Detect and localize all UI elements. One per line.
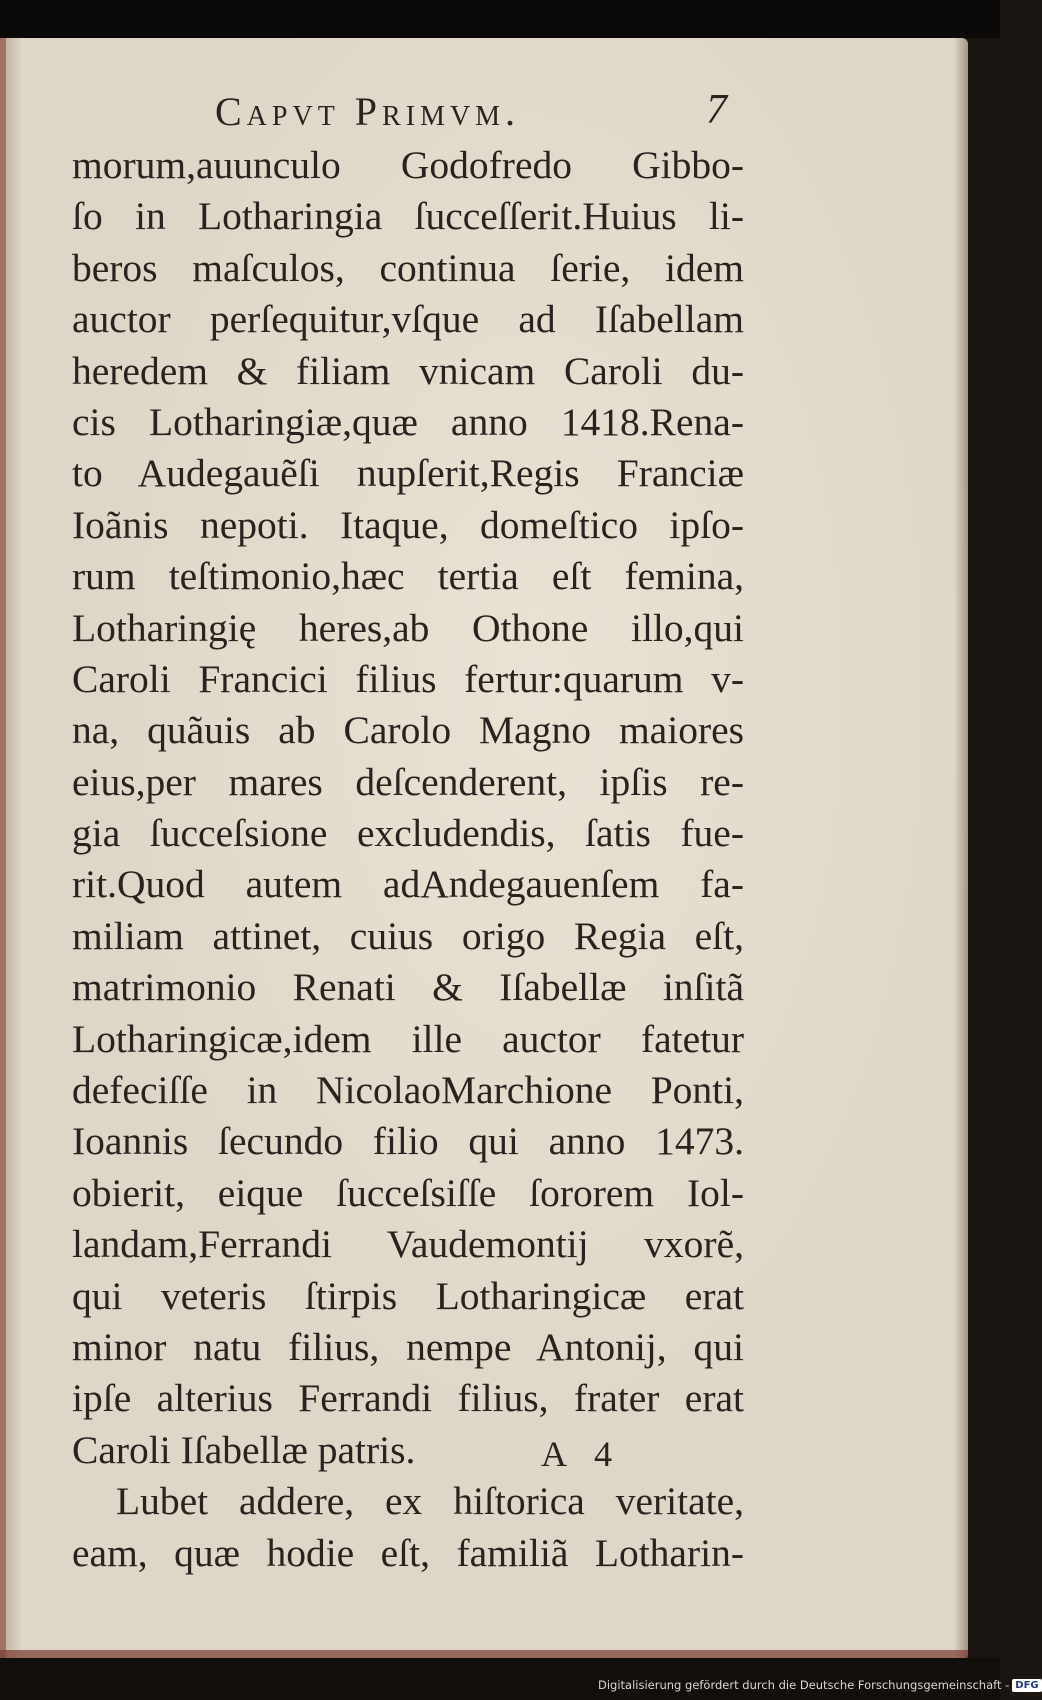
text-line: obierit, eique ſucceſsiſſe ſororem Iol- — [72, 1170, 744, 1215]
text-line: Lotharingicæ,idem ille auctor fatetur — [72, 1016, 744, 1061]
text-line: matrimonio Renati & Iſabellæ inſitã — [72, 965, 744, 1010]
text-line: ſo in Lotharingia ſucceſſerit.Huius li- — [72, 194, 744, 239]
text-line: miliam attinet, cuius origo Regia eſt, — [72, 913, 744, 958]
dfg-logo: DFG — [1012, 1679, 1041, 1692]
text-line: morum,auunculo Godofredo Gibbo- — [72, 143, 744, 187]
text-line: na, quãuis ab Carolo Magno maiores — [72, 708, 744, 753]
text-line: Lotharingię heres,ab Othone illo,qui — [72, 605, 744, 650]
text-line: Ioãnis nepoti. Itaque, domeſtico ipſo- — [72, 502, 744, 547]
digitization-footer — [598, 1676, 1042, 1694]
scan-top-border — [0, 0, 1000, 38]
text-line: auctor perſequitur,vſque ad Iſabellam — [72, 297, 744, 342]
text-line: landam,Ferrandi Vaudemontij vxorẽ, — [72, 1222, 744, 1267]
text-line: gia ſucceſsione excludendis, ſatis fue- — [72, 811, 744, 856]
running-head: Capvt Primvm. — [215, 89, 521, 134]
text-line: eam, quæ hodie eſt, familiã Lotharin- — [72, 1530, 744, 1575]
text-line: heredem & filiam vnicam Caroli du- — [72, 348, 744, 393]
text-line: qui veteris ſtirpis Lotharingicæ erat — [72, 1273, 744, 1318]
text-line: Caroli Iſabellæ patris. — [72, 1427, 416, 1472]
text-line: Ioannis ſecundo filio qui anno 1473. — [72, 1119, 744, 1164]
text-line: Caroli Francici filius fertur:quarum v- — [72, 656, 744, 701]
page-number: 7 — [706, 87, 727, 133]
text-line: beros maſculos, continua ſerie, idem — [72, 245, 744, 290]
text-line: rit.Quod autem adAndegauenſem fa- — [72, 862, 744, 907]
digitization-credit: Digitalisierung gefördert durch die Deutsche Forschungsgemeinschaft - — [598, 1678, 1010, 1692]
signature-mark: A 4 — [541, 1434, 623, 1474]
text-line: rum teſtimonio,hæc tertia eſt femina, — [72, 554, 744, 599]
text-line: defeciſſe in NicolaoMarchione Ponti, — [72, 1068, 744, 1113]
text-line: to Audegauẽſi nupſerit,Regis Franciæ — [72, 451, 744, 496]
body-text — [72, 140, 744, 1579]
text-line: minor natu filius, nempe Antonij, qui — [72, 1324, 744, 1369]
text-line: eius,per mares deſcenderent, ipſis re- — [72, 759, 744, 804]
text-line: ipſe alterius Ferrandi filius, frater erat — [72, 1376, 744, 1421]
page-left-edge — [0, 38, 6, 1658]
text-line: cis Lotharingiæ,quæ anno 1418.Rena- — [72, 399, 744, 444]
text-line: Lubet addere, ex hiſtorica veritate, — [116, 1479, 744, 1524]
